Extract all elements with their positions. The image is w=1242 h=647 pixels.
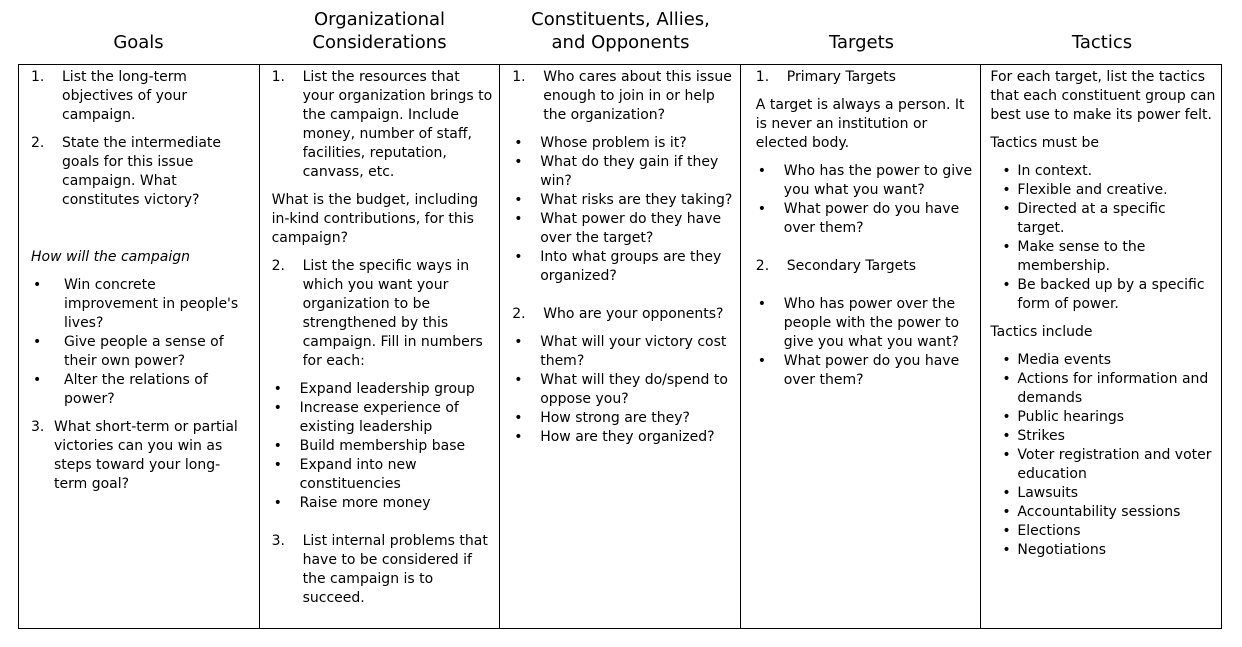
- list-item: [990, 503, 1217, 522]
- column-headers: [18, 0, 1222, 64]
- bullet-icon: •: [514, 154, 523, 170]
- list-item: [512, 210, 736, 248]
- item-text: How are they organized?: [540, 429, 715, 445]
- item-text: Accountability sessions: [1017, 504, 1181, 520]
- list-item: [512, 409, 736, 428]
- list-item: [990, 181, 1217, 200]
- tactics-must-be-label: Tactics must be: [990, 135, 1099, 151]
- item-text: Make sense to the membership.: [1017, 239, 1146, 274]
- list-item: [756, 352, 977, 390]
- item-text: Public hearings: [1017, 409, 1125, 425]
- bullet-icon: •: [1002, 239, 1011, 255]
- item-text: Win concrete improvement in people's lives?: [64, 277, 239, 331]
- list-item: [990, 522, 1217, 541]
- list-item: [31, 68, 253, 125]
- item-text: Who are your opponents?: [543, 306, 724, 322]
- item-number: 1.: [271, 69, 285, 85]
- tactics-intro: For each target, list the tactics that each constituent group can best use to make its power felt.: [990, 69, 1216, 123]
- item-text: Who has the power to give you what you want?: [783, 163, 973, 198]
- item-text: Secondary Targets: [786, 258, 916, 274]
- bullet-icon: •: [33, 372, 42, 388]
- list-item: [272, 399, 496, 437]
- item-text: Who has power over the people with the power to give you what you want?: [783, 296, 960, 350]
- item-text: What power do they have over the target?: [540, 211, 722, 246]
- header-organizational-considerations: Organizational Considerations: [312, 9, 447, 53]
- bullet-icon: •: [273, 457, 282, 473]
- item-text: Who cares about this issue enough to join in or help the organization?: [543, 69, 732, 123]
- budget-question: What is the budget, including in-kind contributions, for this campaign?: [271, 192, 479, 246]
- list-item: [272, 494, 496, 513]
- item-text: Build membership base: [299, 438, 466, 454]
- list-item: [756, 68, 977, 87]
- list-item: [272, 68, 496, 182]
- bullet-icon: •: [757, 201, 767, 217]
- item-text: Directed at a specific target.: [1017, 201, 1166, 236]
- list-item: [272, 380, 496, 399]
- list-item: [990, 427, 1217, 446]
- bullet-icon: •: [1002, 371, 1011, 387]
- list-item: [512, 68, 736, 125]
- list-item: [512, 153, 736, 191]
- bullet-icon: •: [1002, 182, 1011, 198]
- list-item: [272, 532, 496, 608]
- list-item: [990, 200, 1217, 238]
- bullet-icon: •: [1002, 352, 1011, 368]
- goals-column: [19, 65, 260, 628]
- item-text: Expand leadership group: [299, 381, 475, 397]
- list-item: [512, 428, 736, 447]
- bullet-icon: •: [514, 429, 523, 445]
- list-item: [990, 408, 1217, 427]
- header-goals: Goals: [113, 32, 164, 53]
- campaign-question: How will the campaign: [31, 249, 191, 265]
- list-item: [272, 257, 496, 371]
- list-item: [756, 200, 977, 238]
- item-text: What do they gain if they win?: [540, 154, 719, 189]
- item-text: What will your victory cost them?: [540, 334, 727, 369]
- item-text: Media events: [1017, 352, 1112, 368]
- item-text: State the intermediate goals for this issue campaign. What constitutes victory?: [62, 135, 222, 208]
- list-item: [990, 541, 1217, 560]
- item-number: 2.: [755, 258, 770, 274]
- item-number: 3.: [271, 533, 285, 549]
- item-number: 3.: [31, 419, 45, 435]
- list-item: [272, 456, 496, 494]
- item-text: Flexible and creative.: [1017, 182, 1168, 198]
- list-item: [756, 295, 977, 352]
- item-text: Primary Targets: [786, 69, 896, 85]
- list-item: [512, 248, 736, 286]
- list-item: [990, 276, 1217, 314]
- item-text: Negotiations: [1017, 542, 1107, 558]
- bullet-icon: •: [33, 277, 42, 293]
- bullet-icon: •: [514, 372, 523, 388]
- item-text: What power do you have over them?: [783, 201, 960, 236]
- header-targets: Targets: [828, 32, 895, 53]
- item-text: Raise more money: [299, 495, 431, 511]
- bullet-icon: •: [514, 410, 523, 426]
- list-item: [990, 238, 1217, 276]
- item-number: 1.: [755, 69, 770, 85]
- list-item: [31, 418, 253, 494]
- bullet-icon: •: [273, 438, 282, 454]
- list-item: [512, 333, 736, 371]
- bullet-icon: •: [1002, 201, 1011, 217]
- item-text: Actions for information and demands: [1017, 371, 1209, 406]
- list-item: [990, 484, 1217, 503]
- item-text: Strikes: [1017, 428, 1065, 444]
- bullet-icon: •: [1002, 485, 1011, 501]
- item-text: List the long-term objectives of your campaign.: [62, 69, 188, 123]
- bullet-icon: •: [757, 163, 767, 179]
- item-text: Whose problem is it?: [540, 135, 687, 151]
- tactics-include-label: Tactics include: [990, 324, 1093, 340]
- item-number: 1.: [31, 69, 45, 85]
- bullet-icon: •: [273, 400, 282, 416]
- list-item: [31, 276, 253, 333]
- target-definition: A target is always a person. It is never an institution or elected body.: [755, 97, 965, 151]
- list-item: [512, 305, 736, 324]
- item-text: Increase experience of existing leadership: [299, 400, 459, 435]
- item-text: What power do you have over them?: [783, 353, 960, 388]
- bullet-icon: •: [1002, 542, 1011, 558]
- item-text: What risks are they taking?: [540, 192, 733, 208]
- item-text: Into what groups are they organized?: [540, 249, 722, 284]
- item-text: Expand into new constituencies: [299, 457, 417, 492]
- strategy-chart-table: [18, 64, 1222, 629]
- bullet-icon: •: [1002, 277, 1011, 293]
- bullet-icon: •: [1002, 428, 1011, 444]
- header-tactics: Tactics: [1071, 32, 1133, 53]
- list-item: [990, 162, 1217, 181]
- bullet-icon: •: [757, 353, 767, 369]
- list-item: [31, 134, 253, 210]
- item-text: Be backed up by a specific form of power.: [1017, 277, 1205, 312]
- item-text: Elections: [1017, 523, 1081, 539]
- bullet-icon: •: [1002, 504, 1011, 520]
- bullet-icon: •: [514, 211, 523, 227]
- list-item: [31, 333, 253, 371]
- item-text: Lawsuits: [1017, 485, 1079, 501]
- item-text: How strong are they?: [540, 410, 690, 426]
- item-text: Voter registration and voter education: [1017, 447, 1212, 482]
- list-item: [512, 191, 736, 210]
- list-item: [512, 371, 736, 409]
- item-text: In context.: [1017, 163, 1093, 179]
- list-item: [756, 257, 977, 276]
- item-number: 2.: [512, 306, 526, 322]
- item-text: List the resources that your organization brings to the campaign. Include money, number of staff, facilities, reputation, canvass, etc.: [302, 69, 493, 180]
- bullet-icon: •: [1002, 523, 1011, 539]
- list-item: [512, 134, 736, 153]
- item-text: Give people a sense of their own power?: [64, 334, 224, 369]
- bullet-icon: •: [514, 192, 523, 208]
- bullet-icon: •: [1002, 163, 1011, 179]
- item-number: 2.: [271, 258, 285, 274]
- list-item: [990, 370, 1217, 408]
- item-number: 2.: [31, 135, 45, 151]
- list-item: [31, 371, 253, 409]
- bullet-icon: •: [514, 135, 523, 151]
- bullet-icon: •: [757, 296, 767, 312]
- item-text: List the specific ways in which you want your organization to be strengthened by this campaign. Fill in numbers for each:: [302, 258, 483, 369]
- bullet-icon: •: [273, 495, 282, 511]
- bullet-icon: •: [1002, 409, 1011, 425]
- targets-column: [741, 65, 982, 628]
- bullet-icon: •: [1002, 447, 1011, 463]
- list-item: [990, 351, 1217, 370]
- item-text: What short-term or partial victories can you win as steps toward your long-term goal?: [54, 419, 238, 492]
- item-text: Alter the relations of power?: [64, 372, 208, 407]
- bullet-icon: •: [273, 381, 282, 397]
- bullet-icon: •: [33, 334, 42, 350]
- list-item: [990, 446, 1217, 484]
- bullet-icon: •: [514, 334, 523, 350]
- item-number: 1.: [512, 69, 526, 85]
- constituents-column: [500, 65, 741, 628]
- item-text: List internal problems that have to be considered if the campaign is to succeed.: [302, 533, 488, 606]
- header-constituents-allies-opponents: Constituents, Allies, and Opponents: [531, 9, 710, 53]
- bullet-icon: •: [514, 249, 523, 265]
- list-item: [272, 437, 496, 456]
- item-text: What will they do/spend to oppose you?: [540, 372, 728, 407]
- organizational-considerations-column: [260, 65, 501, 628]
- tactics-column: [981, 65, 1221, 628]
- list-item: [756, 162, 977, 200]
